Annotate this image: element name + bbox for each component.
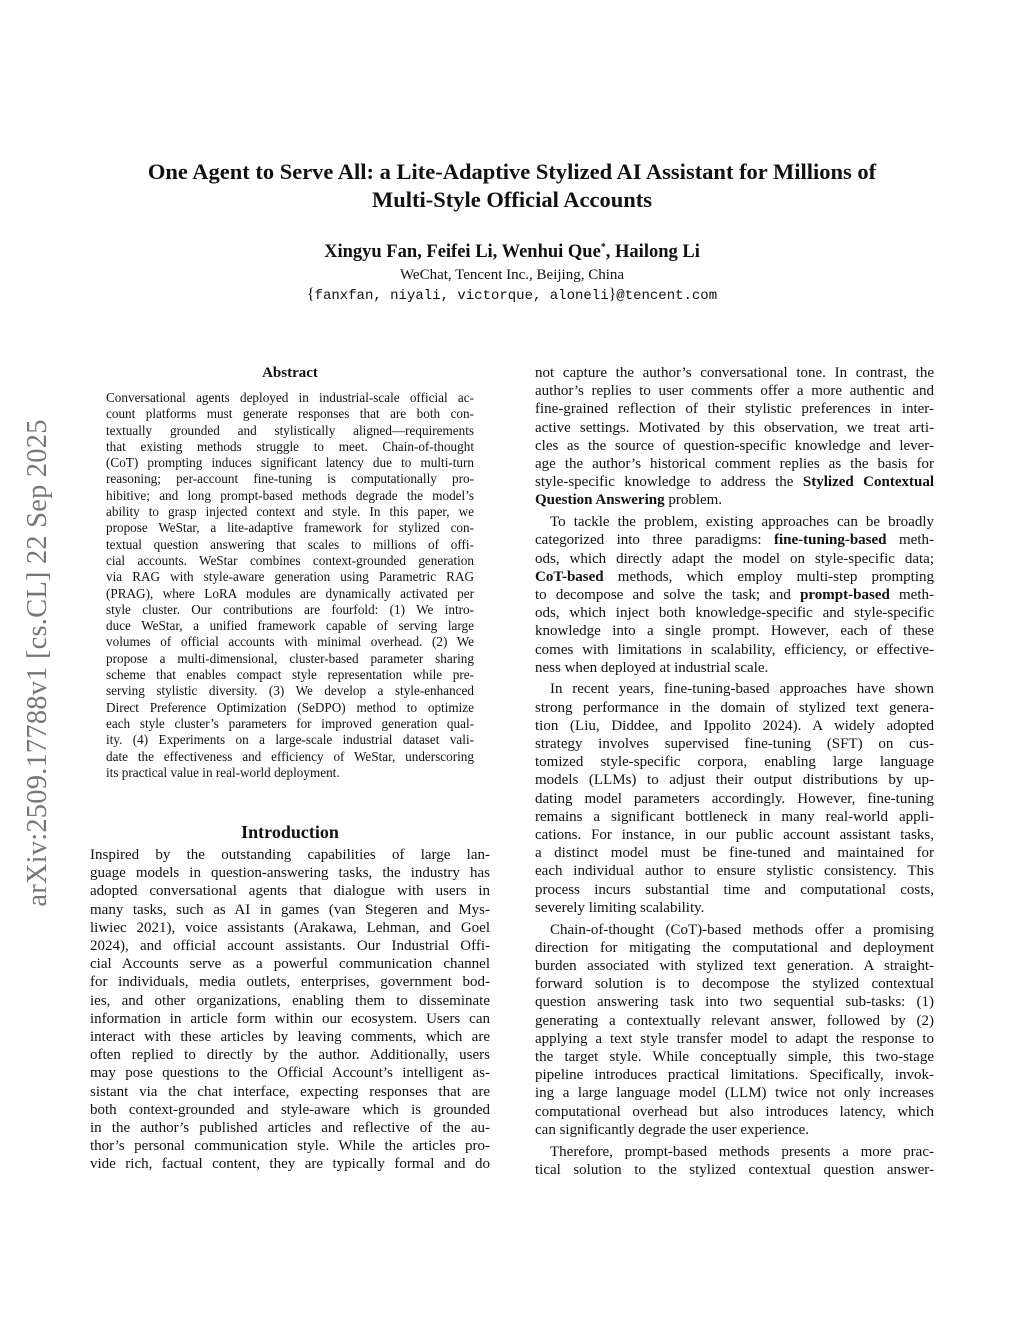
text-line: textual question answering that scales to millions of offi- [106,536,474,552]
term-cot-based: CoT-based [535,568,604,585]
text-line: to decompose and solve the task; and prompt-based meth- [535,586,934,603]
text-line: ity. (4) Experiments on a large-scale industrial dataset vali- [106,732,474,748]
paragraph-continuation [535,604,934,677]
abstract-body [106,390,474,781]
text-line: serving stylistic diversity. (3) We develop a style-enhanced [106,683,474,699]
text-line: date the effectiveness and efficiency of WeStar, underscoring [106,748,474,764]
text-line: can significantly degrade the user experience. [535,1121,810,1138]
text-line: tical solution to the stylized contextual question answer- [535,1161,934,1178]
text-line: fine-grained reflection of their stylistic preferences in inter- [535,401,934,418]
text-line: cations. For instance, in our public account assistant tasks, [535,827,934,844]
text-line: each style cluster’s parameters for improved generation qual- [106,715,474,731]
paragraph [535,680,934,917]
introduction-body [90,846,490,1174]
text-line: interact with these articles by leaving comments, which are [90,1029,490,1046]
text-line: burden associated with stylized text generation. A straight- [535,958,934,974]
text-line: models (LLMs) to adjust their output distributions by up- [535,772,934,789]
text-line: categorized into three paradigms: fine-tuning-based meth- [535,532,934,549]
text-line: (CoT) prompting induces significant latency due to multi-turn [106,455,474,471]
text-line: strong performance in the domain of stylized text genera- [535,699,934,716]
text-line: 2024), and official account assistants. Our Industrial Offi- [90,938,490,955]
text-line: scheme that enables compact style representation while pre- [106,667,474,683]
text-line: Direct Preference Optimization (SeDPO) method to optimize [106,699,474,715]
term-question-answering: Question Answering [535,492,665,509]
term-stylized-contextual: Stylized Contextual [802,474,934,491]
text-line: tion (Liu, Diddee, and Ippolito 2024). A widely adopted [535,717,934,734]
abstract-section [106,362,474,781]
text-line: volumes of official accounts with minimal overhead. (2) We [106,634,474,650]
text-line: dating model parameters accordingly. However, fine-tuning [535,790,934,807]
text-line: hibitive; and long prompt-based methods degrade the model’s [106,487,474,503]
text-line: Question Answering problem. [535,492,723,509]
text-line: ability to grasp injected context and style. In this paper, we [106,504,474,520]
abstract-heading: Abstract [262,365,318,381]
text-line: that existing methods struggle to meet. Chain-of-thought [106,438,474,454]
text-line: thor’s personal communication style. While the articles pro- [90,1138,490,1155]
arxiv-identifier-stamp[interactable] [16,368,60,958]
author-names: , Hailong Li [605,242,700,263]
paragraph [535,1143,934,1179]
text-line: To tackle the problem, existing approaches can be broadly [550,514,934,531]
text-line: cles as the source of question-specific knowledge and lever- [535,437,934,454]
text-line: textually grounded and stylistically aligned—requirements [106,422,474,438]
text-line: a distinct model must be fine-tuned and maintained for [535,845,934,862]
text-line: comes with limitations in scalability, efficiency, or effective- [535,641,934,658]
paragraph [535,921,934,1139]
term-prompt-based: prompt-based [800,586,890,603]
text-line: its practical value in real-world deployment. [106,764,340,780]
email-close-brace: } [608,286,617,303]
text-line: style cluster. Our contributions are fourfold: (1) We intro- [106,601,474,617]
text-line: propose WeStar, a lite-adaptive framework for stylized con- [106,520,474,536]
text-line: via RAG with style-aware generation using Parametric RAG [106,569,474,585]
text-line: forward solution is to decompose the stylized contextual [535,976,934,993]
text-line: count platforms must generate responses that are both con- [106,406,474,422]
paragraph [535,364,934,473]
text-line: generating a contextually relevant answer, followed by (2) [535,1012,934,1029]
arxiv-identifier-text: arXiv:2509.17788v1 [cs.CL] 22 Sep 2025 [22,419,53,907]
author-list [100,236,924,264]
email-open-brace: { [306,286,315,303]
text-line: Chain-of-thought (CoT)-based methods offer a promising [550,921,934,938]
text-line: ods, which inject both knowledge-specific and style-specific [535,605,934,622]
paper-title [100,158,924,214]
text-line: In recent years, fine-tuning-based approaches have shown [550,681,934,698]
text-line: sistant via the chat interface, expecting responses that are [90,1083,490,1100]
text-line: (PRAG), where LoRA modules are dynamically activated per [106,585,474,601]
text-line: Conversational agents deployed in industrial-scale official ac- [106,390,474,405]
text-line: CoT-based methods, which employ multi-step prompting [535,568,934,585]
text-line: knowledge into a single prompt. However, each of these [535,623,934,640]
text-line: may pose questions to the Official Account’s intelligent as- [90,1065,490,1082]
paper-title-line: Multi-Style Official Accounts [372,187,652,212]
introduction-heading: Introduction [241,822,339,842]
text-line: both context-grounded and style-aware which is grounded [90,1101,490,1118]
paper-title-line: One Agent to Serve All: a Lite-Adaptive Stylized AI Assistant for Millions of [147,159,877,184]
text-line: information in article form within our ecosystem. Users can [90,1010,490,1027]
text-line: active settings. Motivated by this observation, we treat arti- [535,419,934,436]
text-line: computational overhead but also introduces latency, which [535,1103,934,1120]
text-line: Therefore, prompt-based methods presents a more prac- [550,1143,934,1160]
email-user-list: fanxfan, niyali, victorque, aloneli [314,288,609,304]
right-column-body [535,364,934,1179]
text-line: ing a large language model (LLM) twice not only increases [535,1085,934,1102]
text-line: severely limiting scalability. [535,899,705,916]
text-line: pipeline introduces practical limitations. Specifically, invok- [535,1067,934,1084]
text-line: reasoning; per-account fine-tuning is computationally pro- [106,471,474,487]
text-line: vide rich, factual content, they are typically formal and do [90,1156,490,1173]
text-line: the target style. While conceptually simple, this two-stage [535,1049,934,1066]
text-line: each individual author to ensure stylistic consistency. This [535,863,934,880]
paragraph [535,513,934,677]
text-line: propose a multi-dimensional, cluster-based parameter sharing [106,650,474,666]
text-line: applying a text style transfer model to adapt the response to [535,1030,934,1047]
text-line: style-specific knowledge to address the Stylized Contextual [535,474,934,491]
text-line: tomized style-specific corpora, enabling large language [535,754,934,771]
text-line: in the author’s published articles and reflective of the au- [90,1120,490,1137]
text-line: ies, and other organizations, enabling them to disseminate [90,992,490,1009]
text-line: cial Accounts serve as a powerful communication channel [90,956,490,973]
text-line: remains a significant bottleneck in many real-world appli- [535,808,934,825]
text-line: Inspired by the outstanding capabilities of large lan- [90,847,490,863]
term-fine-tuning-based: fine-tuning-based [773,532,887,549]
email-domain: @tencent.com [616,288,718,304]
text-line: cial accounts. WeStar combines context-grounded generation [106,552,474,568]
text-line: not capture the author’s conversational tone. In contrast, the [535,365,934,381]
text-line: duce WeStar, a unified framework capable of serving large [106,618,474,634]
text-line: guage models in question-answering tasks, the industry has [90,865,490,882]
text-line: adopted conversational agents that dialogue with users in [90,883,490,900]
text-line: often replied to directly by the author. Additionally, users [90,1047,490,1064]
text-line: many tasks, such as AI in games (van Stegeren and Mys- [90,901,490,918]
text-line: process incurs substantial time and computational costs, [535,881,934,898]
text-line: strategy involves supervised fine-tuning (SFT) on cus- [535,736,934,753]
text-line: question answering task into two sequential sub-tasks: (1) [535,994,934,1011]
text-line: age the author’s historical comment replies as the basis for [535,456,934,473]
text-line: ness when deployed at industrial scale. [535,659,769,676]
text-line: direction for mitigating the computational and deployment [535,939,934,956]
text-line: ods, which directly adapt the model on style-specific data; [535,550,934,567]
author-emails[interactable] [100,285,924,306]
text-line: author’s replies to user comments offer a more authentic and [535,383,934,400]
author-affiliation: WeChat, Tencent Inc., Beijing, China [399,267,625,283]
author-names: Xingyu Fan, Feifei Li, Wenhui Que [324,242,601,263]
text-line: liwiec 2021), voice assistants (Arakawa, Lehman, and Goel [90,919,490,936]
text-line: for individuals, media outlets, enterprises, government bod- [90,974,490,991]
corresponding-author-marker: * [600,242,606,253]
